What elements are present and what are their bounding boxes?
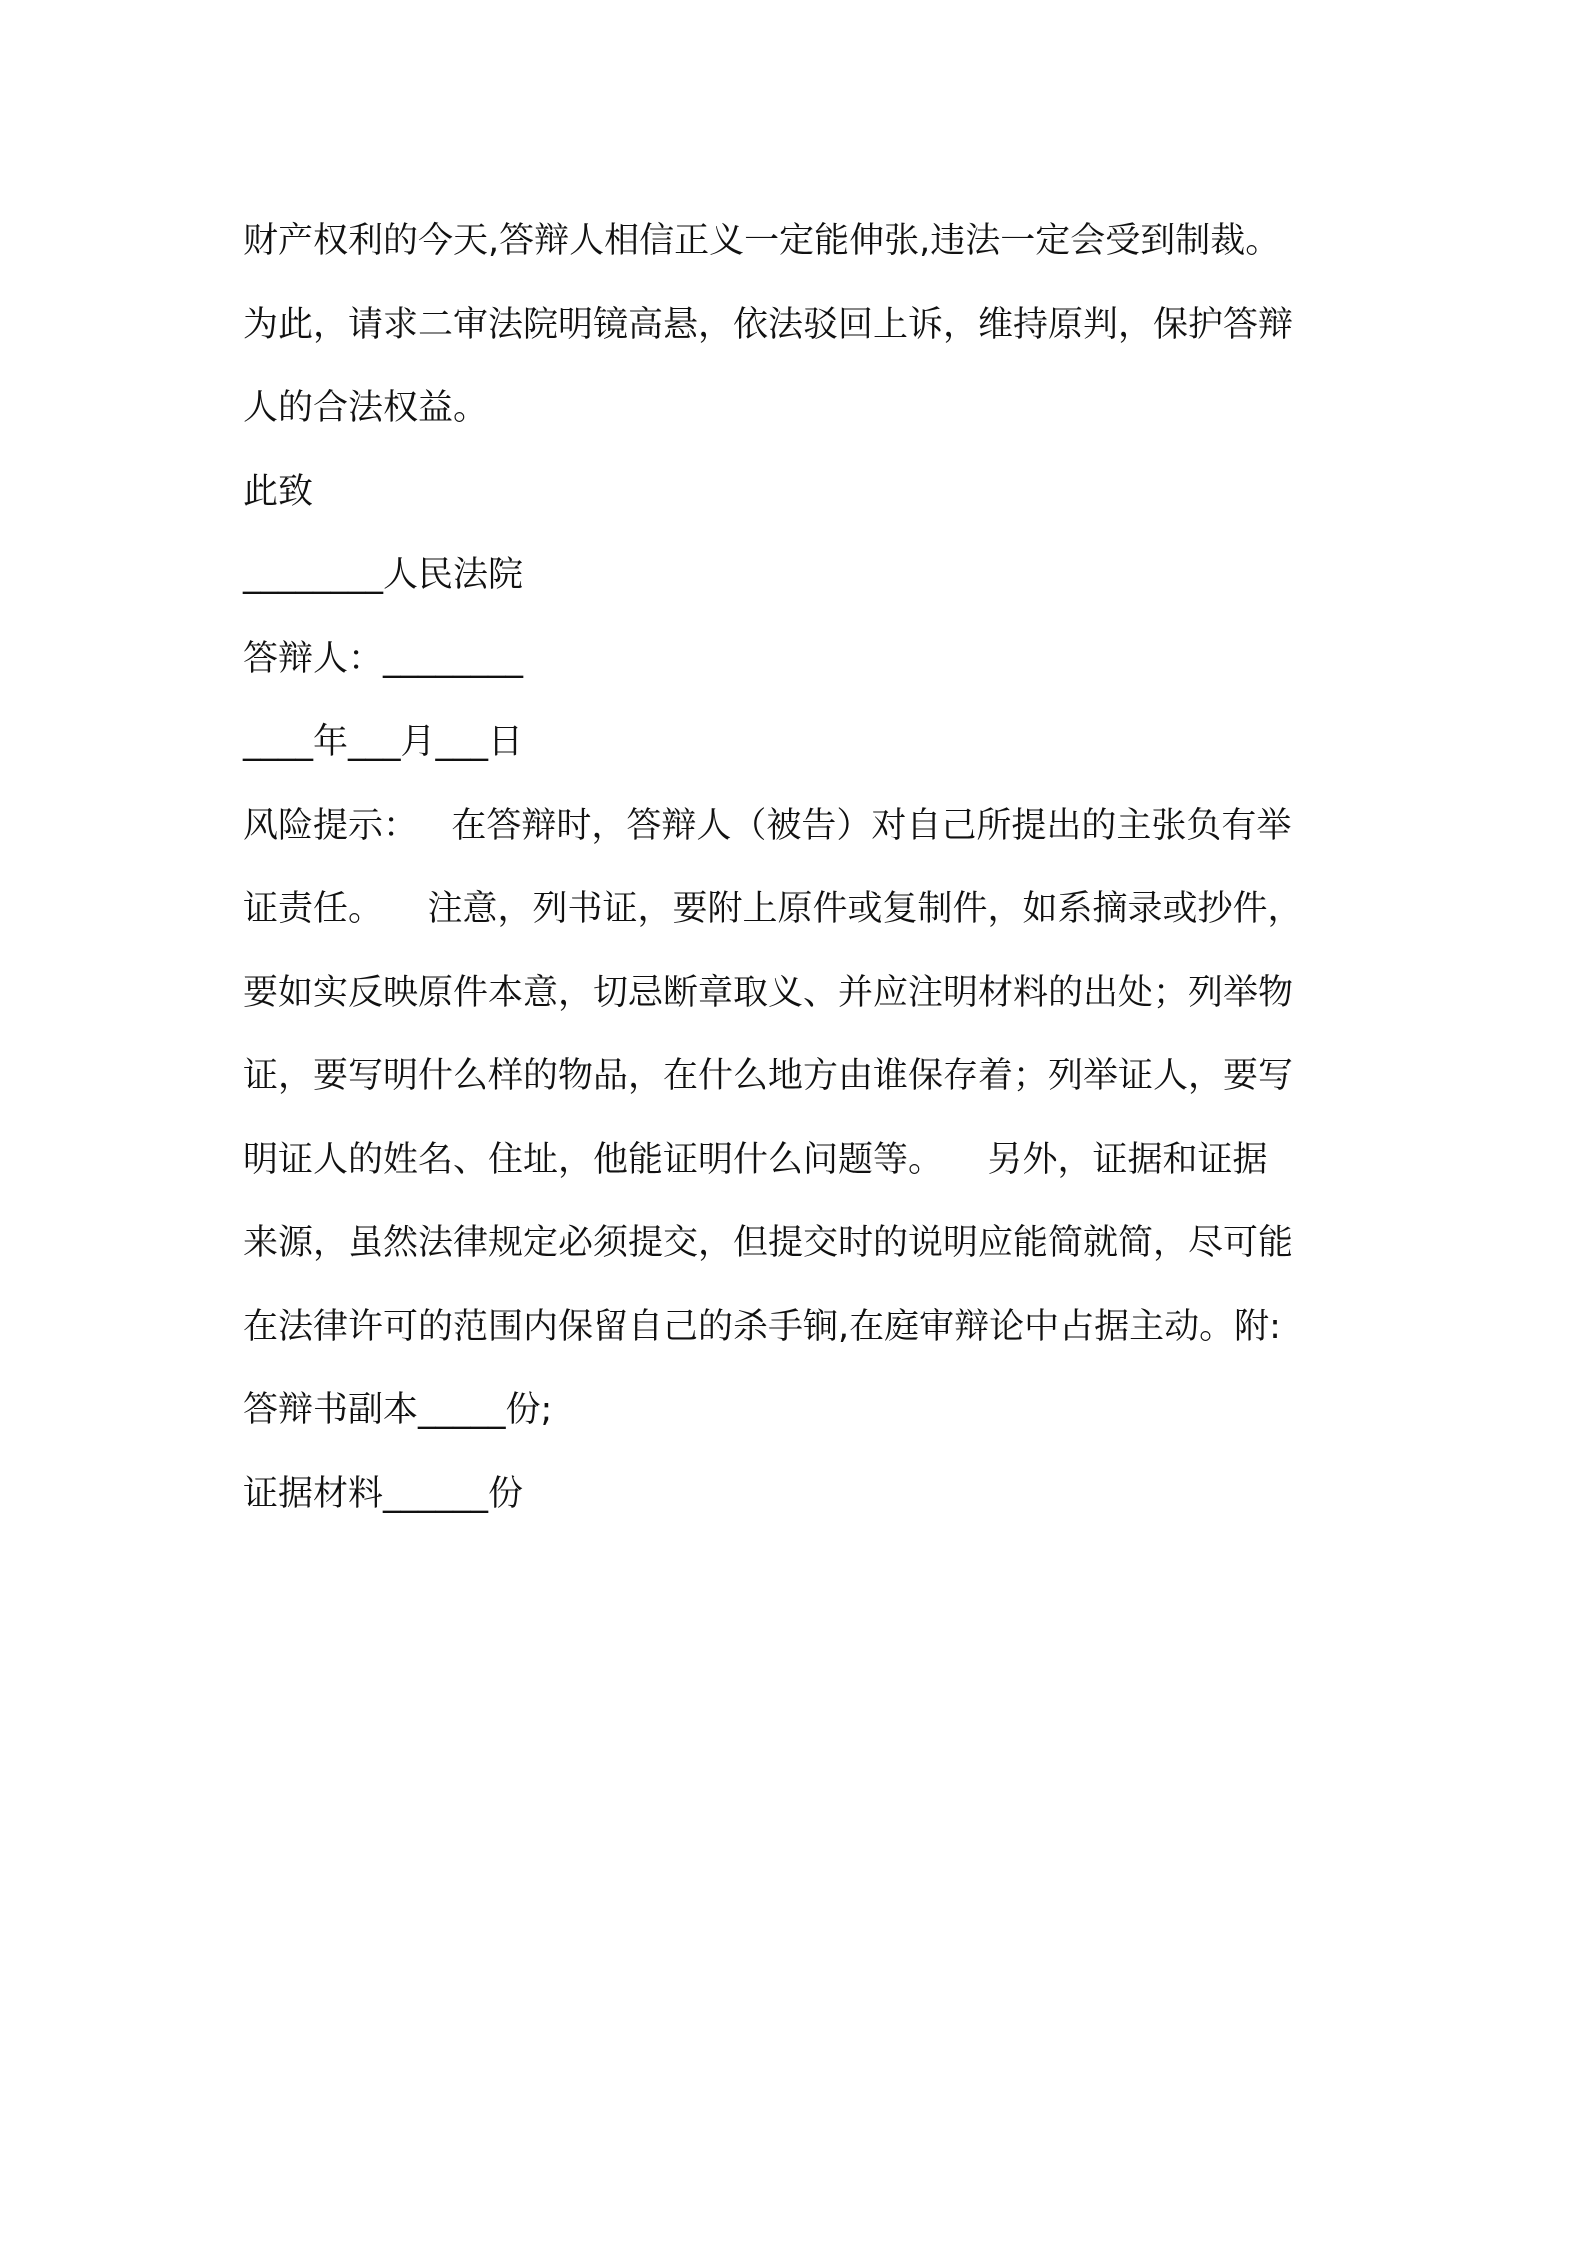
risk-notice-line: 风险提示： 在答辩时，答辩人（被告）对自己所提出的主张负有举 — [243, 805, 1292, 846]
court-line: ________人民法院 — [243, 555, 524, 595]
risk-notice-line: 证责任。 注意，列书证，要附上原件或复制件，如系摘录或抄件， — [243, 889, 1303, 929]
date-line: ____年___月___日 — [243, 722, 524, 762]
risk-notice-line: 明证人的姓名、住址，他能证明什么问题等。 另外，证据和证据 — [243, 1139, 1268, 1180]
document-body — [243, 200, 1383, 1536]
paragraph-line: 为此，请求二审法院明镜高悬，依法驳回上诉，维持原判，保护答辩 — [243, 304, 1294, 345]
respondent-signature: 答辩人：________ — [243, 638, 524, 679]
attachment-evidence: 证据材料______份 — [243, 1473, 524, 1514]
paragraph-line: 财产权利的今天,答辩人相信正义一定能伸张,违法一定会受到制裁。 — [243, 221, 1281, 261]
risk-notice-line: 要如实反映原件本意，切忌断章取义、并应注明材料的出处；列举物 — [243, 972, 1294, 1013]
risk-notice-line: 在法律许可的范围内保留自己的杀手锏,在庭审辩论中占据主动。附: — [243, 1306, 1281, 1347]
salutation: 此致 — [243, 471, 314, 512]
attachment-copies: 答辩书副本_____份; — [243, 1390, 553, 1430]
paragraph-line: 人的合法权益。 — [243, 388, 489, 428]
risk-notice-line: 来源，虽然法律规定必须提交，但提交时的说明应能简就简，尽可能 — [243, 1223, 1294, 1263]
risk-notice-line: 证，要写明什么样的物品，在什么地方由谁保存着；列举证人，要写 — [243, 1056, 1294, 1096]
